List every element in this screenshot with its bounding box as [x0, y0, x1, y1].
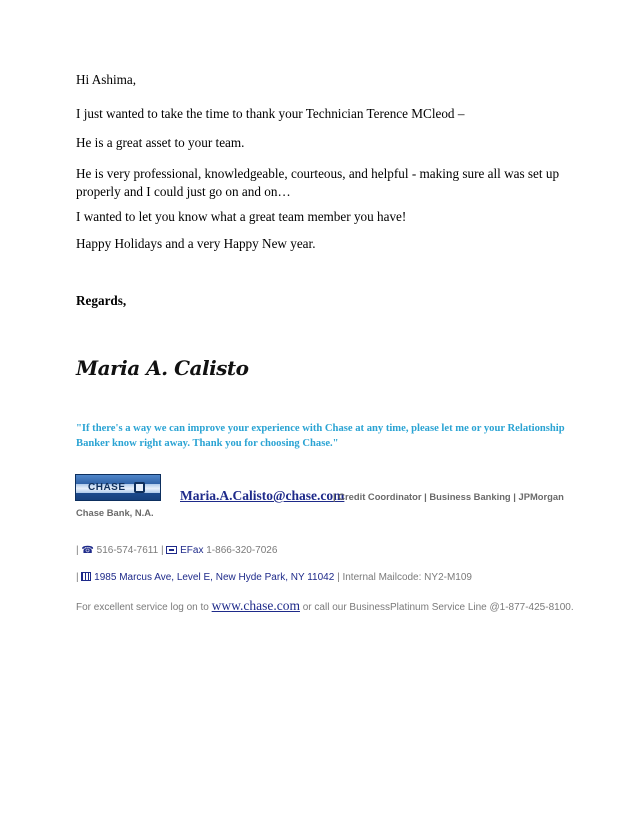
phone-fax-line	[76, 545, 277, 556]
phone-prefix: |	[76, 545, 79, 557]
greeting: Hi Ashima,	[76, 72, 137, 87]
signature: Maria A. Calisto	[76, 356, 249, 380]
fax-icon	[166, 546, 177, 554]
chase-octagon-icon	[134, 482, 145, 493]
building-icon	[81, 572, 91, 581]
chase-logo-text: CHASE	[88, 482, 126, 493]
email-link[interactable]: Maria.A.Calisto@chase.com	[180, 488, 345, 503]
quote-line-2: Banker know right away. Thank you for choosing Chase."	[76, 438, 339, 449]
praise-line-continued: properly and I could just go on and on…	[76, 184, 291, 199]
address: 1985 Marcus Ave, Level E, New Hyde Park, NY 11042	[94, 572, 335, 583]
phone-number: 516-574-7611 |	[96, 545, 164, 557]
service-footer	[76, 598, 574, 614]
closing: Regards,	[76, 293, 127, 308]
team-member-line: I wanted to let you know what a great team member you have!	[76, 209, 407, 224]
praise-line: He is very professional, knowledgeable, courteous, and helpful - making sure all was set up	[76, 166, 560, 181]
quote-line-1: "If there's a way we can improve your experience with Chase at any time, please let me or your Relationship	[76, 423, 565, 434]
address-line	[76, 572, 472, 583]
fax-label: EFax	[180, 545, 204, 557]
footer-prefix: For excellent service log on to	[76, 602, 209, 613]
mailcode: | Internal Mailcode: NY2-M109	[337, 572, 472, 583]
holiday-line: Happy Holidays and a very Happy New year.	[76, 236, 316, 251]
bank-name: Chase Bank, N.A.	[76, 507, 154, 518]
chase-logo	[75, 474, 161, 501]
address-prefix: |	[76, 572, 79, 583]
chase-website-link[interactable]: www.chase.com	[211, 598, 300, 613]
phone-icon: ☎	[81, 545, 94, 556]
fax-number: 1-866-320-7026	[206, 545, 278, 557]
footer-suffix: or call our BusinessPlatinum Service Line @1-877-425-8100.	[302, 602, 574, 613]
asset-line: He is a great asset to your team.	[76, 135, 245, 150]
service-quote	[76, 421, 566, 451]
job-title: | Credit Coordinator | Business Banking | JPMorgan	[333, 491, 564, 502]
thanks-line: I just wanted to take the time to thank your Technician Terence MCleod –	[76, 106, 465, 121]
